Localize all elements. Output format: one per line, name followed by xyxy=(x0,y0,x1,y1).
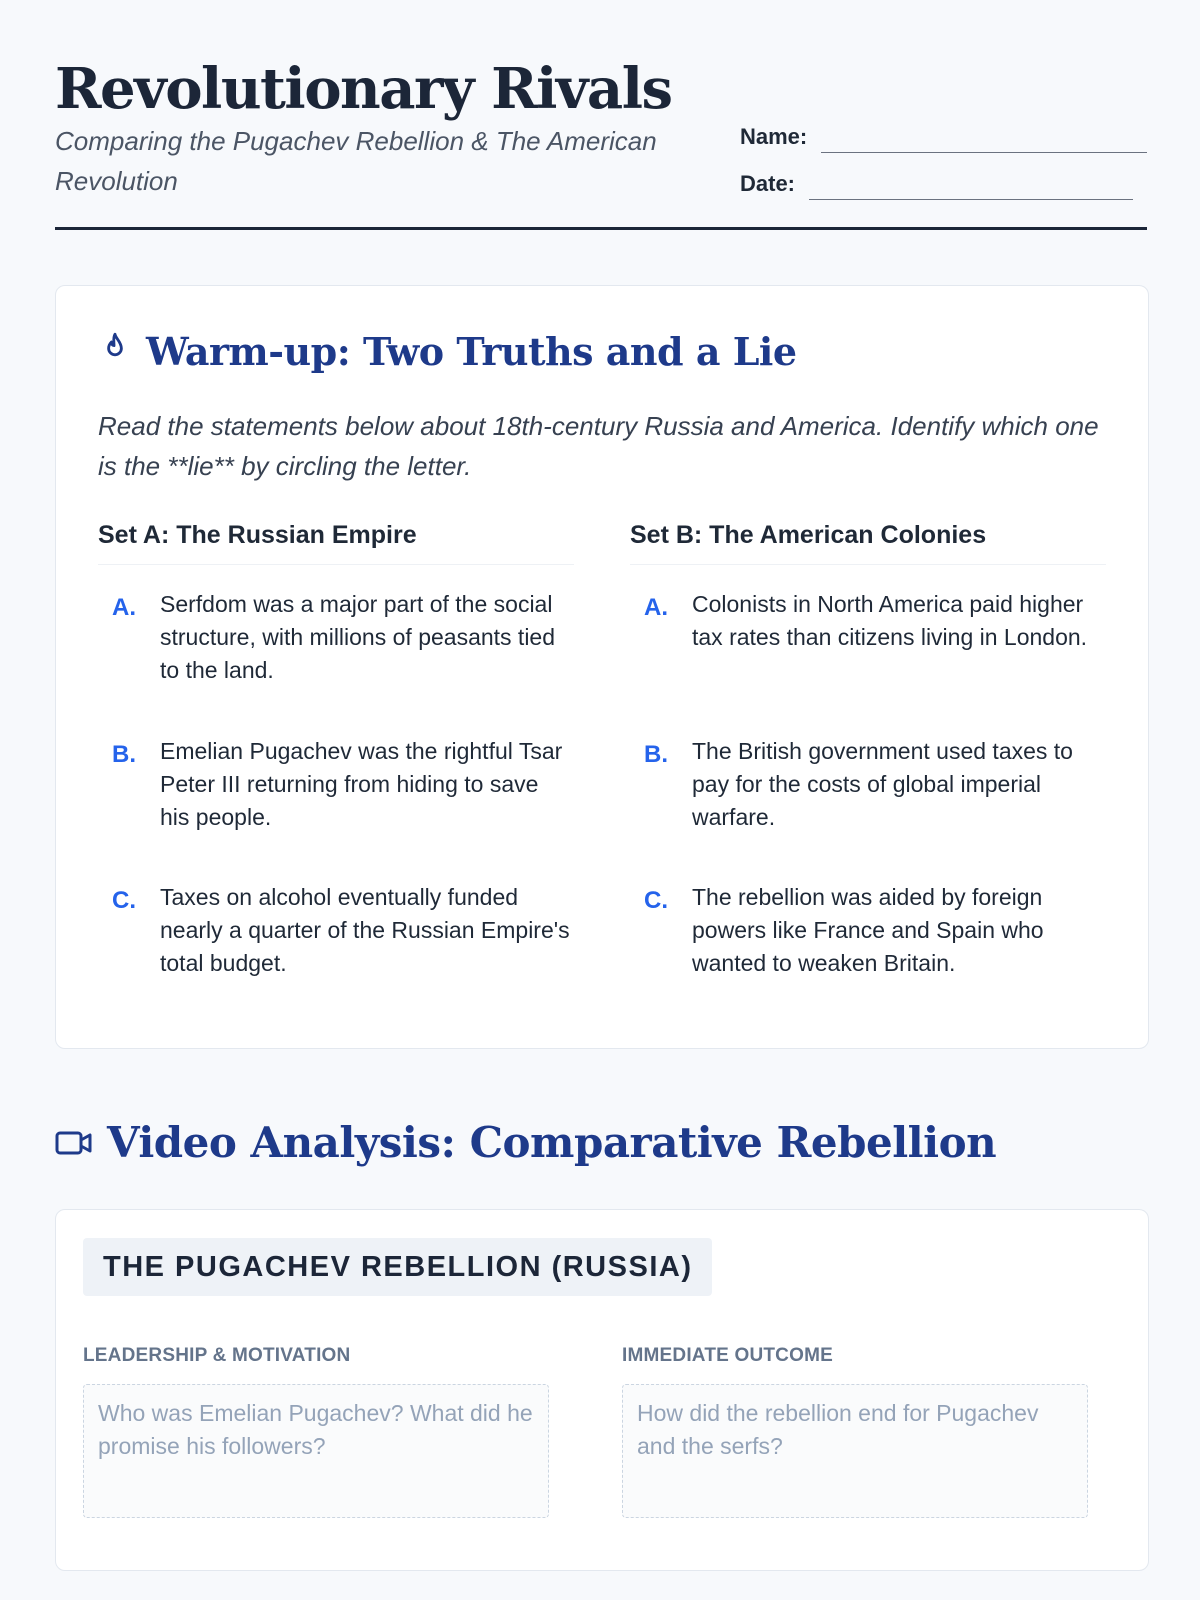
section-tag: THE PUGACHEV REBELLION (RUSSIA) xyxy=(83,1238,712,1296)
video-heading xyxy=(55,1118,996,1167)
statement-text: Emelian Pugachev was the rightful Tsar Peter III returning from hiding to save his people. xyxy=(160,738,563,830)
outcome-answer-box[interactable]: How did the rebellion end for Pugachev and the serfs? xyxy=(622,1384,1088,1518)
statement-letter[interactable]: A. xyxy=(112,594,136,621)
set-b xyxy=(630,516,1106,976)
date-label: Date: xyxy=(740,171,796,196)
statement-a-b[interactable] xyxy=(112,735,574,834)
statement-letter[interactable]: B. xyxy=(112,741,136,768)
statement-text: Serfdom was a major part of the social structure, with millions of peasants tied to the land. xyxy=(160,591,556,683)
statement-letter[interactable]: C. xyxy=(644,887,668,914)
name-input-line[interactable] xyxy=(821,120,1147,153)
leadership-label: LEADERSHIP & MOTIVATION xyxy=(83,1345,351,1366)
leadership-answer-box[interactable]: Who was Emelian Pugachev? What did he promise his followers? xyxy=(83,1384,549,1518)
statement-letter[interactable]: B. xyxy=(644,741,668,768)
warmup-card xyxy=(55,285,1149,1049)
page-subtitle: Comparing the Pugachev Rebellion & The American Revolution xyxy=(55,126,657,196)
statement-letter[interactable]: A. xyxy=(644,594,668,621)
statement-a-a[interactable] xyxy=(112,588,574,687)
statement-b-a[interactable] xyxy=(644,588,1106,654)
statement-a-c[interactable] xyxy=(112,881,574,980)
flame-icon xyxy=(98,328,132,375)
statement-text: The rebellion was aided by foreign powers like France and Spain who wanted to weaken Britain. xyxy=(692,884,1044,976)
set-a xyxy=(98,516,574,976)
statement-text: Colonists in North America paid higher tax rates than citizens living in London. xyxy=(692,591,1088,650)
warmup-heading xyxy=(98,328,797,375)
statement-b-b[interactable] xyxy=(644,735,1106,834)
video-camera-icon xyxy=(55,1118,93,1167)
name-field[interactable] xyxy=(740,120,1147,154)
statement-letter[interactable]: C. xyxy=(112,887,136,914)
statement-text: Taxes on alcohol eventually funded nearly a quarter of the Russian Empire's total budget. xyxy=(160,884,570,976)
outcome-label: IMMEDIATE OUTCOME xyxy=(622,1345,833,1366)
page-title: Revolutionary Rivals xyxy=(55,56,672,122)
statement-b-c[interactable] xyxy=(644,881,1106,980)
name-label: Name: xyxy=(740,124,808,149)
date-field[interactable] xyxy=(740,167,1133,201)
video-analysis-card xyxy=(55,1209,1149,1571)
statement-text: The British government used taxes to pay for the costs of global imperial warfare. xyxy=(692,738,1073,830)
header-divider xyxy=(55,227,1147,230)
set-b-title: Set B: The American Colonies xyxy=(630,516,1106,565)
warmup-title: Warm-up: Two Truths and a Lie xyxy=(146,329,797,374)
date-input-line[interactable] xyxy=(809,167,1133,200)
warmup-instructions: Read the statements below about 18th-century Russia and America. Identify which one is the **lie** by circling the letter. xyxy=(98,411,1099,481)
video-title: Video Analysis: Comparative Rebellion xyxy=(107,1118,997,1167)
set-a-title: Set A: The Russian Empire xyxy=(98,516,574,565)
